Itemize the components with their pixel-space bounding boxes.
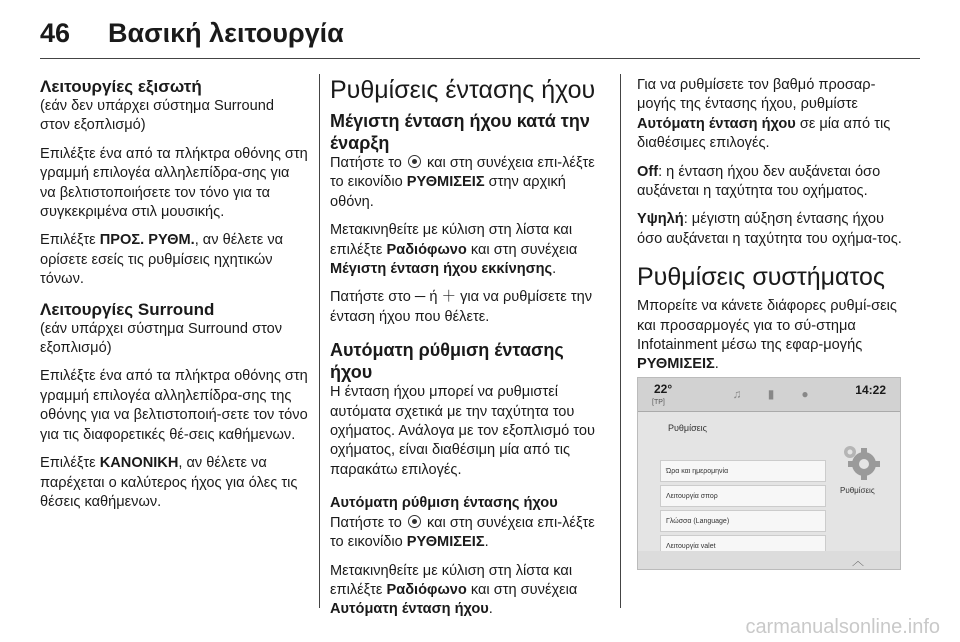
temperature: 22° [654,382,673,396]
column-1 [40,76,308,521]
surround-paragraph: Επιλέξτε ΚΑΝΟΝΙΚΗ, αν θέλετε να παρέχεται ο καλύτερος ήχος για όλες τις θέσεις καθήμενων. [40,455,298,510]
clock: 14:22 [855,383,886,397]
auto-volume-level-paragraph: Για να ρυθμίσετε τον βαθμό προσαρ-μογής της έντασης ήχου, ρυθμίστε Αυτόματη ένταση ήχου σε μία από τις διαθέσιμες επιλογές. [637,77,891,152]
status-bar [638,378,900,412]
music-icon[interactable]: ♫ [732,387,742,401]
infotainment-screenshot [637,377,901,570]
max-volume-paragraph: Μετακινηθείτε με κύλιση στη λίστα και επιλέξτε Ραδιόφωνο και στη συνέχεια Μέγιστη ένταση ήχου εκκίνησης. [330,222,578,278]
equalizer-paragraph: Επιλέξτε ένα από τα πλήκτρα οθόνης στη γραμμή επιλογέα αλληλεπίδρα-σης για να βελτιστοποιήσετε τον τόνο για τα συγκεκριμένα στιλ μουσικής. [40,145,308,221]
max-volume-paragraph: Πατήστε στο ─ ή ＋ για να ρυθμίσετε την ένταση ήχου που θέλετε. [330,289,593,325]
auto-volume-paragraph: Πατήστε το και στη συνέχεια επι-λέξτε το εικονίδιο ΡΥΘΜΙΣΕΙΣ. [330,514,595,551]
bottom-bar [638,551,900,569]
list-item[interactable]: Λειτουργία valet [660,535,826,557]
volume-settings-heading: Ρυθμίσεις έντασης ήχου [330,76,596,104]
divider [638,411,900,412]
column-2 [330,76,605,629]
option-off: Off: η ένταση ήχου δεν αυξάνεται όσο αυξάνεται η ταχύτητα του οχήματος. [637,163,881,200]
phone-icon[interactable]: ▮ [767,387,775,401]
tp-indicator: [TP] [652,399,665,406]
page-header [40,14,920,56]
home-icon [408,155,421,168]
equalizer-note: (εάν δεν υπάρχει σύστημα Surround στον εξοπλισμό) [40,98,274,134]
auto-volume-paragraph: Μετακινηθείτε με κύλιση στη λίστα και επιλέξτε Ραδιόφωνο και στη συνέχεια Αυτόματη ένταση ήχου. [330,562,578,618]
screen-title: Ρυθμίσεις [668,423,708,433]
auto-volume-subheading: Αυτόματη ρύθμιση έντασης ήχου [330,495,558,512]
chapter-title: Βασική λειτουργία [108,18,344,48]
surround-paragraph: Επιλέξτε ένα από τα πλήκτρα οθόνης στη γραμμή επιλογέα αλληλεπίδρα-σης της οθόνης για να βελτιστοποιή-σετε τον τόνο για τις διαφορετικές θέ-σεις καθήμενων. [40,368,308,443]
max-volume-heading: Μέγιστη ένταση ήχου κατά την έναρξη [330,111,590,153]
watermark: carmanualsonline.info [745,616,940,638]
system-settings-heading: Ρυθμίσεις συστήματος [637,263,885,292]
option-high: Υψηλή: μέγιστη αύξηση έντασης ήχου όσο αυξάνεται η ταχύτητα του οχήμα-τος. [637,211,902,247]
column-divider [319,74,320,608]
page-number: 46 [40,18,71,48]
max-volume-paragraph: Πατήστε το και στη συνέχεια επι-λέξτε το εικονίδιο ΡΥΘΜΙΣΕΙΣ στην αρχική οθόνη. [330,155,595,210]
surround-note: (εάν υπάρχει σύστημα Surround στον εξοπλισμό) [40,320,283,357]
auto-volume-heading: Αυτόματη ρύθμιση έντασης ήχου [330,340,564,383]
equalizer-heading: Λειτουργίες εξισωτή [40,77,202,96]
chevron-up-icon[interactable]: ︿ [852,554,865,568]
column-3 [637,76,911,384]
equalizer-paragraph: Επιλέξτε ΠΡΟΣ. ΡΥΘΜ., αν θέλετε να ορίσετε εσείς τις ρυθμίσεις ηχητικών τόνων. [40,232,284,288]
surround-heading: Λειτουργίες Surround [40,299,215,319]
list-item[interactable]: Λειτουργία σπορ [660,485,826,507]
system-settings-paragraph: Μπορείτε να κάνετε διάφορες ρυθμί-σεις και προσαρμογές για το σύ-στημα Infotainment μέσω της εφαρ-μογής ΡΥΘΜΙΣΕΙΣ. [637,298,897,373]
list-item[interactable]: Ώρα και ημερομηνία [660,460,826,482]
gear-icon [838,440,882,484]
home-icon [408,515,421,528]
column-divider [620,74,621,608]
header-divider [40,58,920,59]
settings-label: Ρυθμίσεις [840,486,875,495]
list-item[interactable]: Γλώσσα (Language) [660,510,826,532]
info-icon[interactable]: ● [801,387,809,401]
auto-volume-paragraph: Η ένταση ήχου μπορεί να ρυθμιστεί αυτόματα σχετικά με την ταχύτητα του οχήματος. Ανάλογα με τον εξοπλισμό του οχήματος, είναι διαθέσιμη μία από τις παρακάτω επιλογές. [330,384,595,478]
